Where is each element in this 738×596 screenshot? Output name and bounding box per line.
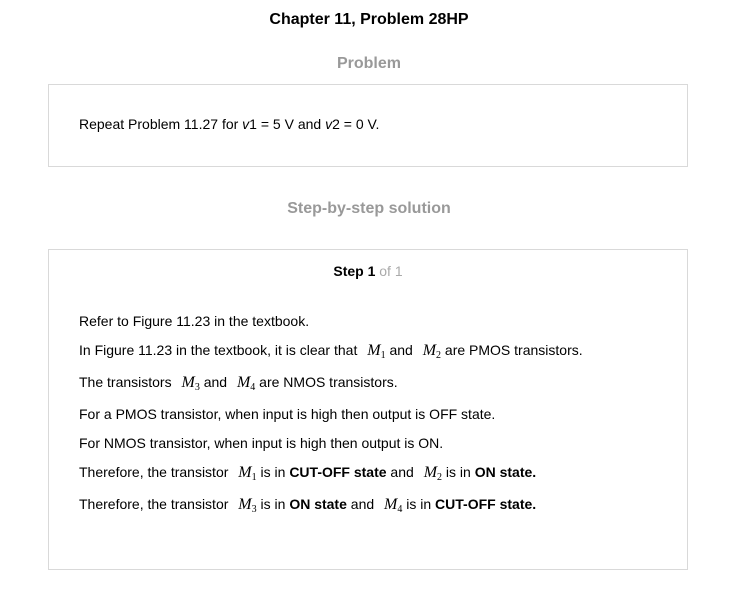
page-title: Chapter 11, Problem 28HP — [269, 11, 469, 28]
step-line-4: For a PMOS transistor, when input is high then output is OFF state. — [79, 406, 496, 422]
step-label: Step 1 of 1 — [333, 263, 403, 279]
math-m4: $M_4$ — [384, 496, 403, 515]
step-line-3: The transistors $M_3$ and $M_4$ are NMOS transistors. — [79, 374, 398, 393]
step-line-1: Refer to Figure 11.23 in the textbook. — [79, 313, 310, 329]
math-m2: $M_2$ — [422, 342, 442, 361]
step-line-6: Therefore, the transistor $M_1$ is in CUT-OFF state and $M_2$ is in ON state. — [79, 464, 537, 483]
math-m4: $M_4$ — [236, 374, 256, 393]
math-m1: $M_1$ — [238, 464, 257, 483]
math-m2: $M_2$ — [423, 464, 443, 483]
problem-heading: Problem — [336, 55, 401, 72]
math-m3: $M_3$ — [238, 496, 257, 515]
problem-statement: Repeat Problem 11.27 for v1 = 5 V and v2 = 0 V. — [79, 116, 380, 132]
step-line-5: For NMOS transistor, when input is high then output is ON. — [79, 435, 444, 451]
problem-box — [48, 84, 688, 167]
step-line-2: In Figure 11.23 in the textbook, it is clear that $M_1$ and $M_2$ are PMOS transistors. — [79, 342, 583, 361]
math-m1: $M_1$ — [367, 342, 386, 361]
math-m3: $M_3$ — [181, 374, 200, 393]
solution-heading: Step-by-step solution — [287, 200, 451, 217]
solution-box — [48, 249, 688, 570]
step-line-7: Therefore, the transistor $M_3$ is in ON state and $M_4$ is in CUT-OFF state. — [79, 496, 537, 515]
